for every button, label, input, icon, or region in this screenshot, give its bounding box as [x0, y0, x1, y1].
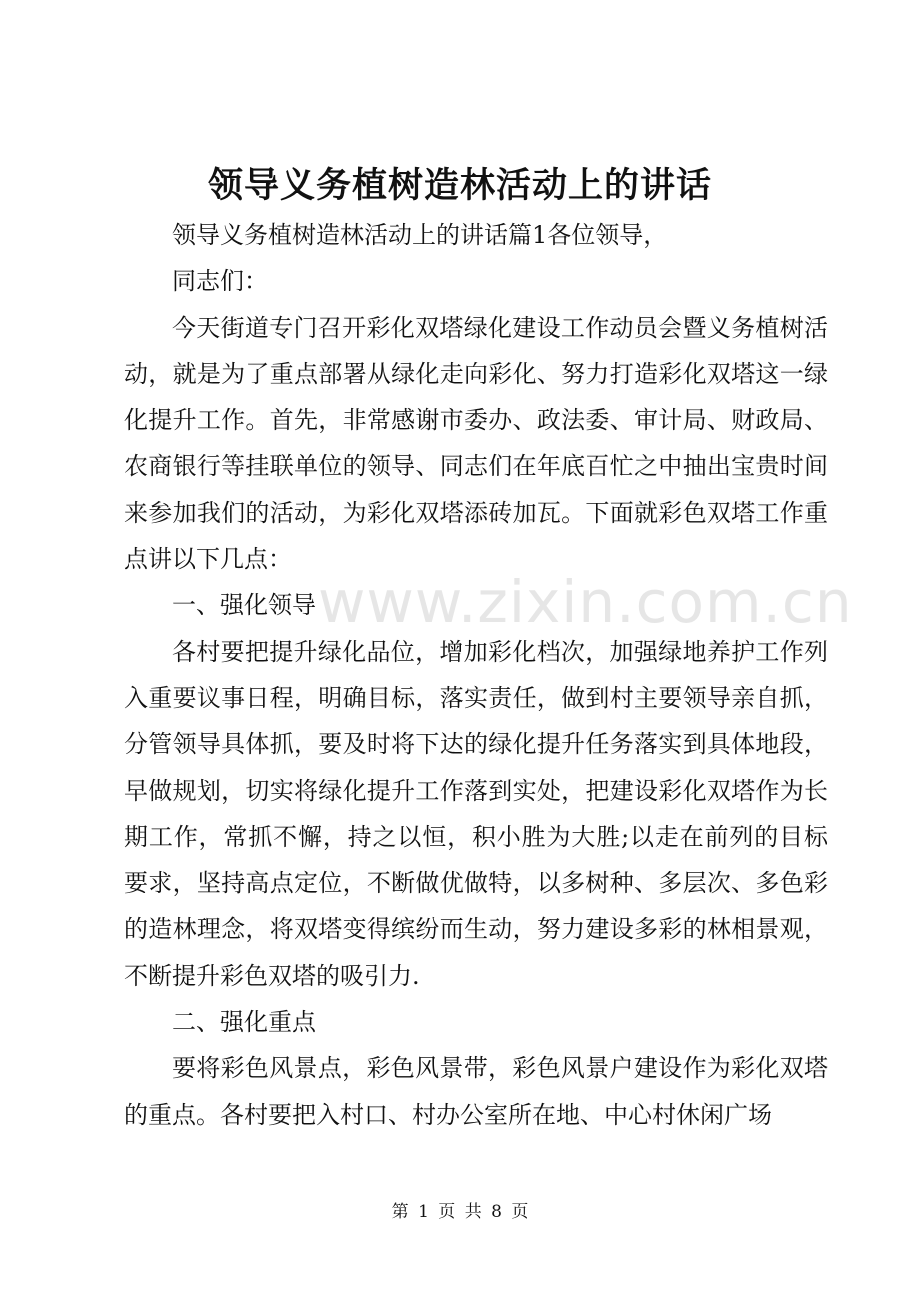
paragraph-greeting: 领导义务植树造林活动上的讲话篇1各位领导， — [172, 221, 668, 249]
paragraph-salutation: 同志们： — [172, 267, 268, 296]
section-heading-2: 二、强化重点 — [172, 1008, 316, 1037]
paragraph-intro: 今天街道专门召开彩化双塔绿化建设工作动员会暨义务植树活动，就是为了重点部署从绿化走向彩化、努力打造彩化双塔这一绿化提升工作。首先，非常感谢市委办、政法委、审计局、财政局、农商银行等挂联单位的领导、同志们在年底百忙之中抽出宝贵时间来参加我们的活动，为彩化双塔添砖加瓦。下面就彩色双塔工作重点讲以下几点： — [124, 313, 828, 574]
watermark: www.zixin.com.cn — [318, 568, 853, 636]
document-body — [124, 212, 828, 1138]
document-title: 领导义务植树造林活动上的讲话 — [207, 165, 712, 206]
section-heading-1: 一、强化领导 — [172, 591, 316, 620]
paragraph-section-1: 各村要把提升绿化品位，增加彩化档次，加强绿地养护工作列入重要议事日程，明确目标，落实责任，做到村主要领导亲自抓，分管领导具体抓，要及时将下达的绿化提升任务落实到具体地段，早做规划，切实将绿化提升工作落到实处，把建设彩化双塔作为长期工作，常抓不懈，持之以恒，积小胜为大胜;以走在前列的目标要求，坚持高点定位，不断做优做特，以多树种、多层次、多色彩的造林理念，将双塔变得缤纷而生动，努力建设多彩的林相景观，不断提升彩色双塔的吸引力. — [124, 637, 828, 990]
page-number-footer: 第 1 页 共 8 页 — [391, 1202, 529, 1222]
paragraph-section-2: 要将彩色风景点，彩色风景带，彩色风景户建设作为彩化双塔的重点。各村要把入村口、村办公室所在地、中心村休闲广场 — [124, 1054, 828, 1129]
